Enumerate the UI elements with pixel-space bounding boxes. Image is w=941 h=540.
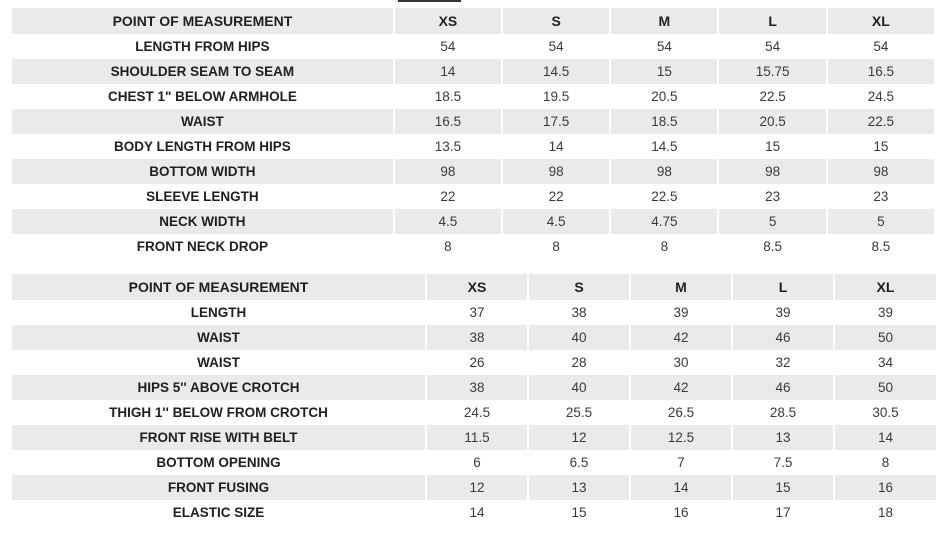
table-row	[12, 300, 936, 325]
value-cell: 38	[529, 300, 629, 325]
table-row	[12, 59, 934, 84]
measurement-label: FRONT FUSING	[12, 475, 425, 500]
value-cell: 46	[733, 325, 833, 350]
value-cell: 24.5	[828, 84, 934, 109]
value-cell: 25.5	[529, 400, 629, 425]
value-cell: 13	[733, 425, 833, 450]
table-header-row	[12, 8, 934, 34]
value-cell: 14	[427, 500, 527, 525]
header-cell-xs: XS	[427, 274, 527, 300]
header-cell-m: M	[611, 8, 717, 34]
value-cell: 38	[427, 375, 527, 400]
value-cell: 50	[835, 325, 936, 350]
table-row	[12, 109, 934, 134]
value-cell: 13	[529, 475, 629, 500]
measurement-label: FRONT NECK DROP	[12, 234, 393, 259]
table-row	[12, 34, 934, 59]
measurement-label: CHEST 1" BELOW ARMHOLE	[12, 84, 393, 109]
value-cell: 8.5	[719, 234, 825, 259]
value-cell: 54	[828, 34, 934, 59]
table-row	[12, 134, 934, 159]
value-cell: 42	[631, 375, 731, 400]
header-cell-pom: POINT OF MEASUREMENT	[12, 8, 393, 34]
value-cell: 98	[828, 159, 934, 184]
value-cell: 14	[631, 475, 731, 500]
value-cell: 20.5	[719, 109, 825, 134]
value-cell: 4.75	[611, 209, 717, 234]
measurement-label: NECK WIDTH	[12, 209, 393, 234]
measurement-label: HIPS 5'' ABOVE CROTCH	[12, 375, 425, 400]
measurement-label: BODY LENGTH FROM HIPS	[12, 134, 393, 159]
table-row	[12, 159, 934, 184]
value-cell: 46	[733, 375, 833, 400]
value-cell: 54	[611, 34, 717, 59]
value-cell: 30.5	[835, 400, 936, 425]
value-cell: 32	[733, 350, 833, 375]
table-row	[12, 84, 934, 109]
value-cell: 23	[719, 184, 825, 209]
value-cell: 40	[529, 325, 629, 350]
value-cell: 14	[503, 134, 609, 159]
value-cell: 40	[529, 375, 629, 400]
value-cell: 16.5	[395, 109, 501, 134]
header-cell-s: S	[503, 8, 609, 34]
table-row	[12, 350, 936, 375]
value-cell: 16	[835, 475, 936, 500]
value-cell: 22.5	[828, 109, 934, 134]
value-cell: 7.5	[733, 450, 833, 475]
header-cell-xl: XL	[828, 8, 934, 34]
value-cell: 8	[611, 234, 717, 259]
value-cell: 54	[503, 34, 609, 59]
measurement-label: WAIST	[12, 350, 425, 375]
value-cell: 8	[395, 234, 501, 259]
value-cell: 28.5	[733, 400, 833, 425]
table-row	[12, 375, 936, 400]
table-row	[12, 425, 936, 450]
table-row	[12, 184, 934, 209]
measurement-label: SLEEVE LENGTH	[12, 184, 393, 209]
measurement-label: THIGH 1'' BELOW FROM CROTCH	[12, 400, 425, 425]
measurement-label: SHOULDER SEAM TO SEAM	[12, 59, 393, 84]
value-cell: 37	[427, 300, 527, 325]
value-cell: 12	[529, 425, 629, 450]
value-cell: 12.5	[631, 425, 731, 450]
value-cell: 5	[828, 209, 934, 234]
header-cell-l: L	[719, 8, 825, 34]
value-cell: 26	[427, 350, 527, 375]
measurement-label: FRONT RISE WITH BELT	[12, 425, 425, 450]
table-row	[12, 325, 936, 350]
value-cell: 98	[503, 159, 609, 184]
value-cell: 18.5	[611, 109, 717, 134]
value-cell: 4.5	[395, 209, 501, 234]
measurement-label: LENGTH FROM HIPS	[12, 34, 393, 59]
measurement-label: WAIST	[12, 325, 425, 350]
value-cell: 50	[835, 375, 936, 400]
value-cell: 26.5	[631, 400, 731, 425]
measurement-label: LENGTH	[12, 300, 425, 325]
value-cell: 14	[395, 59, 501, 84]
table-header-row	[12, 274, 936, 300]
value-cell: 38	[427, 325, 527, 350]
value-cell: 13.5	[395, 134, 501, 159]
value-cell: 15	[733, 475, 833, 500]
value-cell: 24.5	[427, 400, 527, 425]
value-cell: 16	[631, 500, 731, 525]
measurement-label: BOTTOM WIDTH	[12, 159, 393, 184]
header-cell-m: M	[631, 274, 731, 300]
value-cell: 98	[611, 159, 717, 184]
value-cell: 19.5	[503, 84, 609, 109]
value-cell: 39	[835, 300, 936, 325]
value-cell: 54	[719, 34, 825, 59]
value-cell: 16.5	[828, 59, 934, 84]
value-cell: 15	[828, 134, 934, 159]
table-row	[12, 209, 934, 234]
value-cell: 22.5	[719, 84, 825, 109]
header-cell-xs: XS	[395, 8, 501, 34]
table-row	[12, 450, 936, 475]
header-cell-l: L	[733, 274, 833, 300]
value-cell: 14.5	[503, 59, 609, 84]
value-cell: 12	[427, 475, 527, 500]
value-cell: 42	[631, 325, 731, 350]
value-cell: 22	[503, 184, 609, 209]
table-row	[12, 400, 936, 425]
measurement-label: BOTTOM OPENING	[12, 450, 425, 475]
value-cell: 39	[733, 300, 833, 325]
value-cell: 30	[631, 350, 731, 375]
value-cell: 15.75	[719, 59, 825, 84]
header-cell-xl: XL	[835, 274, 936, 300]
value-cell: 34	[835, 350, 936, 375]
table-row	[12, 234, 934, 259]
value-cell: 6.5	[529, 450, 629, 475]
value-cell: 22	[395, 184, 501, 209]
value-cell: 14	[835, 425, 936, 450]
value-cell: 18.5	[395, 84, 501, 109]
value-cell: 15	[529, 500, 629, 525]
value-cell: 98	[719, 159, 825, 184]
table-row	[12, 475, 936, 500]
value-cell: 98	[395, 159, 501, 184]
top-divider-mark	[398, 0, 461, 2]
bottoms-size-chart	[10, 274, 938, 525]
value-cell: 15	[719, 134, 825, 159]
value-cell: 22.5	[611, 184, 717, 209]
value-cell: 28	[529, 350, 629, 375]
measurement-label: WAIST	[12, 109, 393, 134]
value-cell: 14.5	[611, 134, 717, 159]
value-cell: 8	[503, 234, 609, 259]
header-cell-s: S	[529, 274, 629, 300]
tops-size-chart	[10, 8, 936, 259]
value-cell: 17.5	[503, 109, 609, 134]
table-row	[12, 500, 936, 525]
value-cell: 11.5	[427, 425, 527, 450]
value-cell: 18	[835, 500, 936, 525]
value-cell: 39	[631, 300, 731, 325]
measurement-label: ELASTIC SIZE	[12, 500, 425, 525]
value-cell: 8.5	[828, 234, 934, 259]
value-cell: 17	[733, 500, 833, 525]
value-cell: 4.5	[503, 209, 609, 234]
value-cell: 8	[835, 450, 936, 475]
value-cell: 54	[395, 34, 501, 59]
header-cell-pom: POINT OF MEASUREMENT	[12, 274, 425, 300]
value-cell: 23	[828, 184, 934, 209]
value-cell: 7	[631, 450, 731, 475]
value-cell: 6	[427, 450, 527, 475]
value-cell: 20.5	[611, 84, 717, 109]
value-cell: 15	[611, 59, 717, 84]
value-cell: 5	[719, 209, 825, 234]
